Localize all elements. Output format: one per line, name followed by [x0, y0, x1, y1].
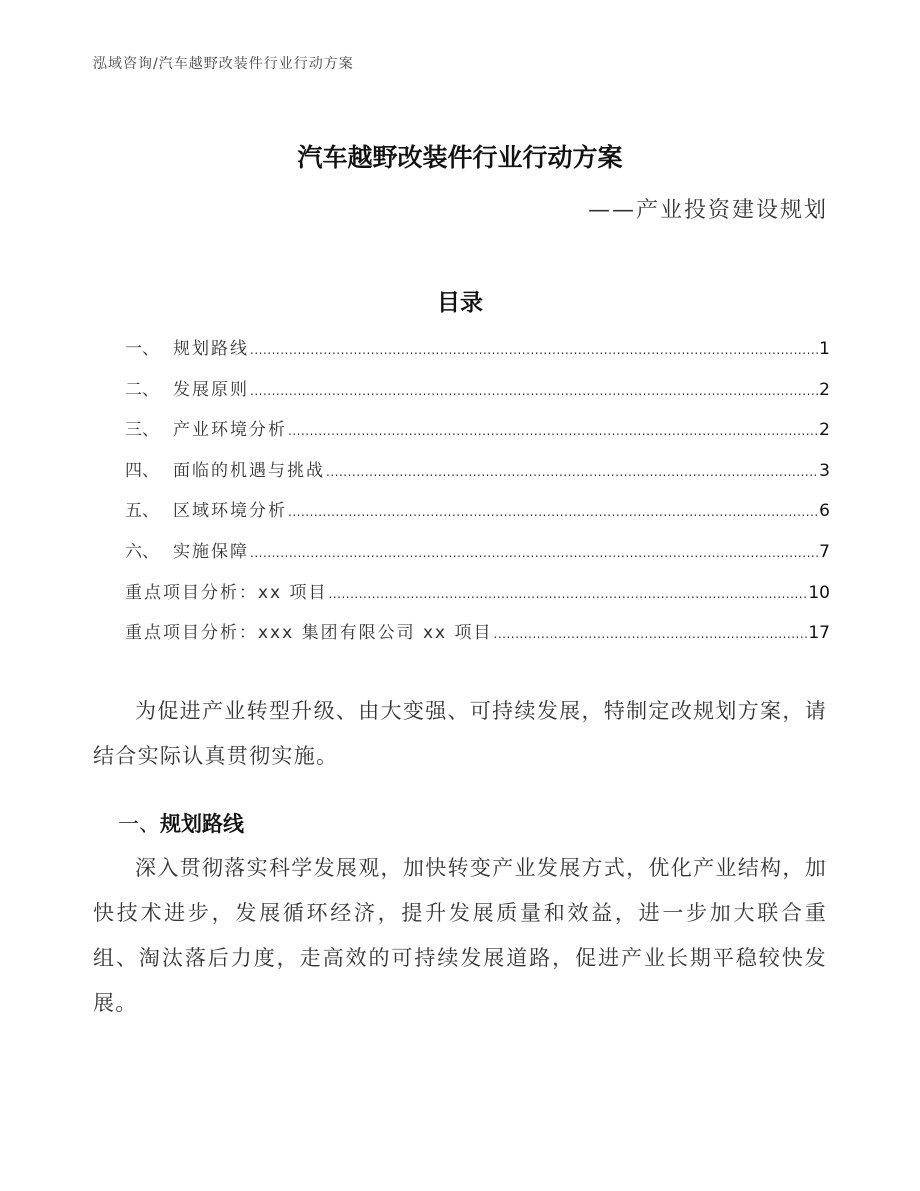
- toc-entry-page: 10: [808, 582, 830, 603]
- toc-leader-dots: [494, 627, 808, 641]
- toc-entry-label: 实施保障: [173, 541, 249, 562]
- toc-leader-dots: [326, 465, 818, 479]
- toc-leader-dots: [329, 587, 808, 601]
- toc-leader-dots: [288, 505, 818, 519]
- toc-entry-page: 2: [819, 379, 830, 400]
- toc-entry-number: 五、: [125, 501, 159, 522]
- toc-entry-number: 四、: [125, 460, 159, 481]
- toc-entry-number: 六、: [125, 541, 159, 562]
- section-title: 规划路线: [160, 812, 244, 836]
- toc-entry-page: 2: [819, 420, 830, 441]
- toc-entry-page: 17: [808, 623, 830, 644]
- document-subtitle: ——产业投资建设规划: [587, 198, 828, 223]
- running-header: 泓域咨询/汽车越野改装件行业行动方案: [93, 56, 354, 72]
- toc-entry-number: 二、: [125, 379, 159, 400]
- toc-entry[interactable]: [125, 375, 830, 416]
- toc-leader-dots: [250, 546, 818, 560]
- toc-leader-dots: [250, 343, 818, 357]
- toc-entry-label: 产业环境分析: [173, 420, 287, 441]
- toc-entry-page: 7: [819, 541, 830, 562]
- toc-leader-dots: [250, 384, 818, 398]
- toc-entry-label: 发展原则: [173, 379, 249, 400]
- section-paragraph: 深入贯彻落实科学发展观，加快转变产业发展方式，优化产业结构，加快技术进步，发展循环经济，提升发展质量和效益，进一步加大联合重组、淘汰落后力度，走高效的可持续发展道路，促进产业长期平稳较快发展。: [93, 856, 827, 1015]
- document-title: 汽车越野改装件行业行动方案: [297, 143, 623, 172]
- toc-leader-dots: [288, 424, 818, 438]
- toc-entry-label: 规划路线: [173, 339, 249, 359]
- toc-entry-label: 面临的机遇与挑战: [173, 460, 325, 481]
- toc-entry-number: 一、: [125, 339, 159, 359]
- toc-entry[interactable]: [125, 496, 830, 537]
- toc-entry[interactable]: [125, 618, 830, 659]
- toc-entry[interactable]: [125, 456, 830, 497]
- toc-entry-label: 区域环境分析: [173, 501, 287, 522]
- toc-entry[interactable]: [125, 415, 830, 456]
- toc-entry-label: 重点项目分析：xx 项目: [125, 582, 328, 603]
- toc-entry-label: 重点项目分析：xxx 集团有限公司 xx 项目: [125, 623, 493, 644]
- toc-entry-page: 1: [819, 339, 830, 359]
- toc-entry[interactable]: [125, 537, 830, 578]
- toc-entry[interactable]: [125, 578, 830, 619]
- table-of-contents: [125, 334, 830, 659]
- section-number: 一、: [118, 812, 160, 836]
- section-heading: [118, 808, 244, 838]
- intro-paragraph: 为促进产业转型升级、由大变强、可持续发展，特制定改规划方案，请结合实际认真贯彻实施。: [93, 699, 827, 768]
- toc-entry-page: 6: [819, 501, 830, 522]
- toc-entry-number: 三、: [125, 420, 159, 441]
- toc-entry-page: 3: [819, 460, 830, 481]
- toc-entry[interactable]: [125, 334, 830, 375]
- toc-heading: 目录: [437, 290, 483, 316]
